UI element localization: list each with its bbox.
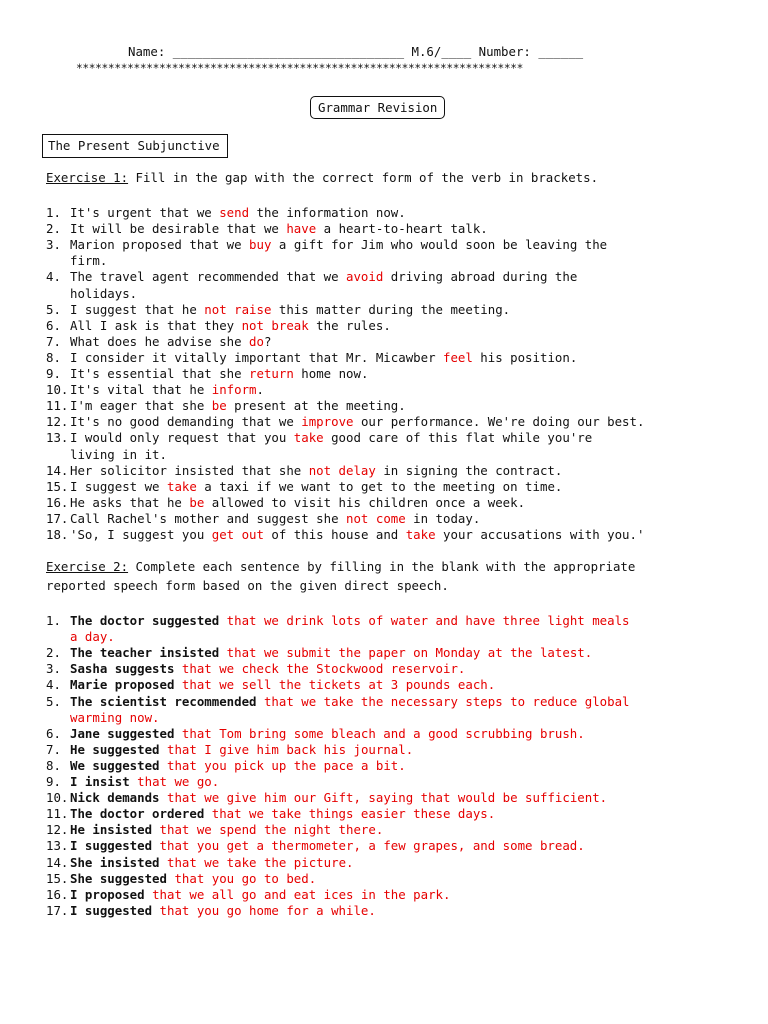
prompt-text: I suggested xyxy=(70,902,153,918)
exercise-2-item xyxy=(46,838,585,853)
section-title: The Present Subjunctive xyxy=(48,138,220,153)
item-number: 17. xyxy=(46,902,69,918)
item-text: Call Rachel's mother and suggest she xyxy=(70,510,347,526)
item-text: What does he advise she xyxy=(70,333,250,349)
answer-text: take xyxy=(405,527,436,542)
exercise-2-item xyxy=(46,645,592,660)
item-text: I consider it vitally important that Mr. Micawber xyxy=(70,349,443,365)
exercise-2-item xyxy=(46,661,465,676)
item-number: 7. xyxy=(46,741,61,757)
item-number: 12. xyxy=(46,414,69,430)
answer-text: that we submit the paper on Monday at the latest. xyxy=(219,645,593,661)
item-text: present at the meeting. xyxy=(226,398,406,414)
exercise-2-item xyxy=(46,822,383,837)
answer-text: that we drink lots of water and have three light meals xyxy=(219,613,630,628)
item-number: 6. xyxy=(46,725,61,741)
item-number: 16. xyxy=(46,886,69,902)
item-text: Her solicitor insisted that she xyxy=(70,462,309,478)
prompt-text: She insisted xyxy=(70,854,160,870)
prompt-text: Sasha suggests xyxy=(70,661,175,677)
answer-text: that we check the Stockwood reservoir. xyxy=(174,661,466,677)
item-number: 6. xyxy=(46,317,61,333)
exercise-1-item xyxy=(46,302,510,317)
exercise-2-item xyxy=(46,613,630,628)
answer-text: not raise xyxy=(204,301,272,317)
answer-text: that you go home for a while. xyxy=(152,902,376,918)
answer-text: that we give him our Gift, saying that would be sufficient. xyxy=(159,790,608,806)
answer-text: that we take the picture. xyxy=(159,854,354,870)
item-text: It's urgent that we xyxy=(70,205,220,220)
item-number: 5. xyxy=(46,693,61,709)
answer-text: that I give him back his journal. xyxy=(159,741,414,757)
answer-text: return xyxy=(249,366,294,381)
page-title: Grammar Revision xyxy=(318,100,438,115)
item-text: All I ask is that they xyxy=(70,317,242,333)
exercise-1-item xyxy=(46,382,264,397)
item-text: I would only request that you xyxy=(70,430,294,446)
exercise-2-item xyxy=(46,774,219,789)
number-label: Number: xyxy=(478,44,531,59)
answer-text: that we go. xyxy=(129,774,220,789)
exercise-1-item-continuation: holidays. xyxy=(70,285,138,301)
item-number: 18. xyxy=(46,527,69,542)
answer-text: be xyxy=(189,494,205,510)
item-text: . xyxy=(256,382,264,398)
exercise-2-item xyxy=(46,758,406,773)
answer-text: that you go to bed. xyxy=(166,870,317,886)
item-text: home now. xyxy=(293,366,369,381)
answer-text: feel xyxy=(443,349,473,365)
answer-text: that we sell the tickets at 3 pounds each. xyxy=(174,677,496,693)
section-box xyxy=(42,134,228,158)
item-text: driving abroad during the xyxy=(383,269,578,285)
prompt-text: Nick demands xyxy=(70,790,160,806)
item-text: of this house and xyxy=(263,527,406,542)
item-text: 'So, I suggest you xyxy=(70,527,212,542)
exercise-2-text-line1: Complete each sentence by filling in the blank with the appropriate xyxy=(128,559,636,574)
answer-text: that we take things easier these days. xyxy=(204,806,496,822)
item-text: Marion proposed that we xyxy=(70,237,250,253)
item-number: 4. xyxy=(46,269,61,285)
answer-text: not come xyxy=(346,510,406,526)
exercise-2-item xyxy=(46,887,450,902)
exercise-1-item xyxy=(46,350,577,365)
exercise-1-item xyxy=(46,318,391,333)
exercise-1-item xyxy=(46,237,607,252)
item-text: The travel agent recommended that we xyxy=(70,269,347,285)
item-text: ? xyxy=(263,333,272,349)
prompt-text: Marie proposed xyxy=(70,677,175,693)
item-number: 1. xyxy=(46,613,61,628)
exercise-2-item-continuation: warming now. xyxy=(70,709,160,725)
exercise-1-item xyxy=(46,221,488,236)
item-number: 15. xyxy=(46,478,69,494)
answer-text: that Tom bring some bleach and a good scrubbing brush. xyxy=(174,725,585,741)
answer-text: inform xyxy=(211,382,257,398)
item-number: 17. xyxy=(46,510,69,526)
answer-text: buy xyxy=(249,237,272,253)
prompt-text: I insist xyxy=(70,774,130,789)
answer-text: have xyxy=(286,221,317,237)
item-number: 11. xyxy=(46,398,69,414)
prompt-text: I suggested xyxy=(70,838,153,854)
item-text: I'm eager that she xyxy=(70,398,212,414)
item-number: 2. xyxy=(46,221,61,237)
exercise-2-item xyxy=(46,806,495,821)
item-text: I suggest we xyxy=(70,478,167,494)
exercise-1-item xyxy=(46,334,271,349)
item-text: He asks that he xyxy=(70,494,190,510)
exercise-2-item xyxy=(46,855,354,870)
prompt-text: I proposed xyxy=(70,886,145,902)
exercise-2-item xyxy=(46,903,376,918)
exercise-1-item xyxy=(46,463,562,478)
exercise-2-item xyxy=(46,694,630,709)
exercise-2-item-continuation: a day. xyxy=(70,629,115,645)
answer-text: that you get a thermometer, a few grapes, and some bread. xyxy=(152,838,585,854)
item-text: in today. xyxy=(405,510,481,526)
item-number: 3. xyxy=(46,661,61,677)
exercise-2-text-line2: reported speech form based on the given direct speech. xyxy=(46,578,449,593)
exercise-1-item-continuation: firm. xyxy=(70,253,108,269)
item-number: 11. xyxy=(46,806,69,822)
item-number: 2. xyxy=(46,645,61,661)
item-number: 15. xyxy=(46,870,69,886)
exercise-1-item xyxy=(46,479,562,494)
item-number: 1. xyxy=(46,205,61,220)
prompt-text: The scientist recommended xyxy=(70,693,257,709)
exercise-2-item xyxy=(46,677,495,692)
item-text: this matter during the meeting. xyxy=(271,301,511,317)
answer-text: that we all go and eat ices in the park. xyxy=(144,886,451,902)
item-text: It's vital that he xyxy=(70,382,212,398)
answer-text: be xyxy=(211,398,227,414)
prompt-text: The teacher insisted xyxy=(70,645,220,661)
star-divider: ********************************************************************** xyxy=(76,62,523,75)
answer-text: get out xyxy=(211,527,264,542)
answer-text: that you pick up the pace a bit. xyxy=(159,757,406,773)
item-number: 16. xyxy=(46,494,69,510)
prompt-text: The doctor ordered xyxy=(70,806,205,822)
answer-text: do xyxy=(249,333,264,349)
exercise-1-item xyxy=(46,414,644,429)
item-text: your accusations with you.' xyxy=(435,527,645,542)
prompt-text: The doctor suggested xyxy=(70,613,220,628)
answer-text: take xyxy=(166,478,197,494)
answer-text: that we take the necessary steps to reduce global xyxy=(256,693,630,709)
title-box xyxy=(310,96,445,119)
prompt-text: He insisted xyxy=(70,822,153,838)
prompt-text: We suggested xyxy=(70,757,160,773)
exercise-1-item xyxy=(46,511,480,526)
exercise-2-item xyxy=(46,871,316,886)
exercise-1-item-continuation: living in it. xyxy=(70,446,167,462)
item-number: 13. xyxy=(46,430,69,446)
item-number: 9. xyxy=(46,366,61,381)
exercise-1-instruction xyxy=(46,170,598,185)
answer-text: send xyxy=(219,205,250,220)
item-text: I suggest that he xyxy=(70,301,205,317)
item-text: a gift for Jim who would soon be leaving the xyxy=(271,237,608,253)
number-blank: ______ xyxy=(538,44,584,59)
exercise-1-item xyxy=(46,269,577,284)
item-text: It will be desirable that we xyxy=(70,221,287,237)
exercise-1-text: Fill in the gap with the correct form of the verb in brackets. xyxy=(128,170,599,185)
item-text: It's no good demanding that we xyxy=(70,414,302,430)
answer-text: not break xyxy=(241,317,309,333)
exercise-2-item xyxy=(46,726,585,741)
class-label: M.6/ xyxy=(411,44,442,59)
item-number: 5. xyxy=(46,301,61,317)
exercise-1-item xyxy=(46,366,368,381)
item-text: in signing the contract. xyxy=(375,462,563,478)
item-number: 9. xyxy=(46,774,61,789)
exercise-2-item xyxy=(46,742,413,757)
exercise-1-item xyxy=(46,430,592,445)
answer-text: avoid xyxy=(346,269,384,285)
exercise-1-item xyxy=(46,398,406,413)
item-number: 14. xyxy=(46,462,69,478)
item-text: our performance. We're doing our best. xyxy=(353,414,645,430)
answer-text: not delay xyxy=(308,462,376,478)
prompt-text: Jane suggested xyxy=(70,725,175,741)
header-line xyxy=(128,44,583,59)
answer-text: that we spend the night there. xyxy=(152,822,384,838)
item-text: allowed to visit his children once a week. xyxy=(204,494,526,510)
item-text: It's essential that she xyxy=(70,366,250,381)
item-text: good care of this flat while you're xyxy=(323,430,593,446)
class-blank: ____ xyxy=(441,44,472,59)
exercise-2-instruction xyxy=(46,559,635,574)
exercise-1-item xyxy=(46,205,406,220)
item-number: 13. xyxy=(46,838,69,854)
prompt-text: She suggested xyxy=(70,870,167,886)
item-text: the information now. xyxy=(249,205,406,220)
name-blank: _______________________________ xyxy=(172,44,405,59)
item-text: the rules. xyxy=(308,317,391,333)
item-text: a taxi if we want to get to the meeting on time. xyxy=(196,478,563,494)
item-number: 4. xyxy=(46,677,61,693)
prompt-text: He suggested xyxy=(70,741,160,757)
name-label: Name: xyxy=(128,44,166,59)
exercise-1-label: Exercise 1: xyxy=(46,170,129,185)
item-text: his position. xyxy=(472,349,578,365)
item-number: 3. xyxy=(46,237,61,253)
exercise-2-item xyxy=(46,790,607,805)
item-text: a heart-to-heart talk. xyxy=(316,221,488,237)
exercise-1-item xyxy=(46,527,644,542)
item-number: 10. xyxy=(46,790,69,806)
item-number: 8. xyxy=(46,349,61,365)
item-number: 7. xyxy=(46,333,61,349)
item-number: 12. xyxy=(46,822,69,838)
answer-text: take xyxy=(293,430,324,446)
exercise-1-item xyxy=(46,495,525,510)
item-number: 10. xyxy=(46,382,69,398)
item-number: 14. xyxy=(46,854,69,870)
exercise-2-label: Exercise 2: xyxy=(46,559,129,574)
item-number: 8. xyxy=(46,757,61,773)
answer-text: improve xyxy=(301,414,354,430)
